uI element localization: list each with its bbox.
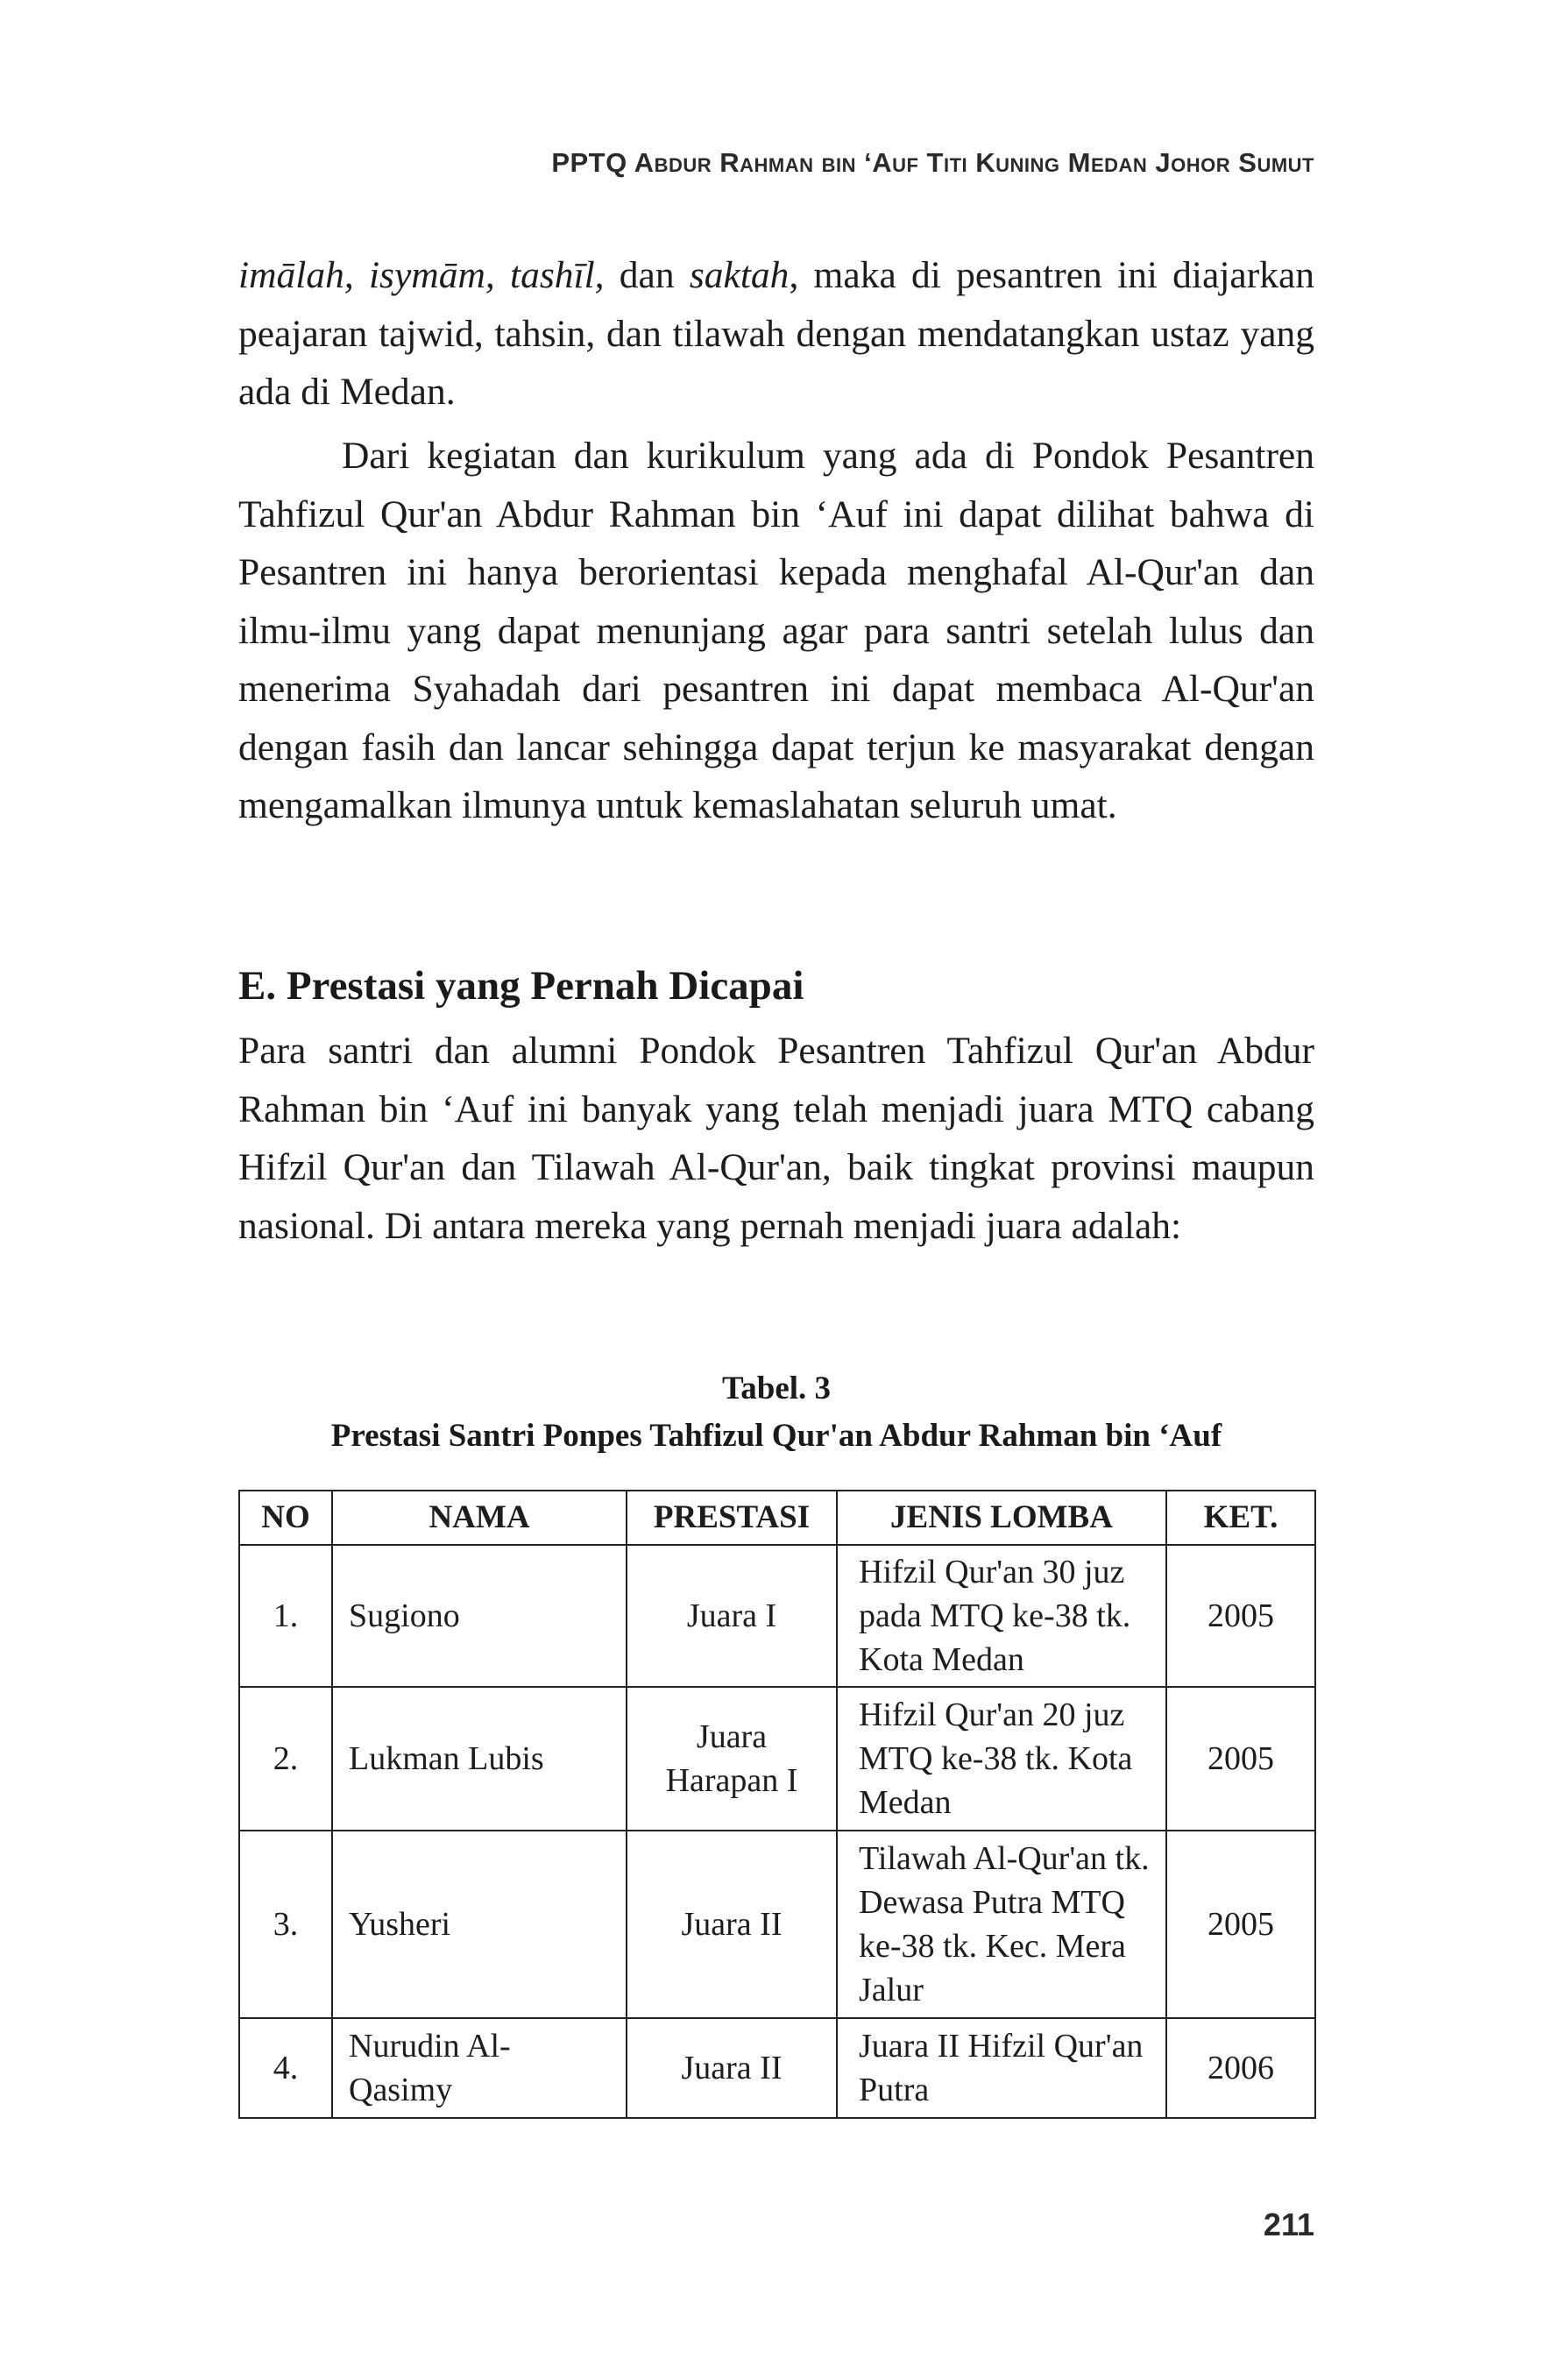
section-heading: E. Prestasi yang Pernah Dicapai [238, 963, 804, 1009]
paragraph-curriculum [238, 427, 1314, 835]
table-row [239, 2018, 1315, 2118]
table-row [239, 1687, 1315, 1831]
table-header-row [239, 1491, 1315, 1545]
cell-no: 1. [239, 1545, 332, 1687]
cell-no: 3. [239, 1831, 332, 2018]
cell-jenis-lomba: Hifzil Qur'an 30 juz pada MTQ ke-38 tk. Kota Medan [837, 1545, 1166, 1687]
header-prestasi: PRESTASI [627, 1491, 837, 1545]
cell-nama: Lukman Lubis [332, 1687, 627, 1831]
header-ket: KET. [1166, 1491, 1315, 1545]
cell-ket: 2005 [1166, 1831, 1315, 2018]
achievements-table [238, 1490, 1316, 2119]
cell-ket: 2005 [1166, 1545, 1315, 1687]
paragraph-text: Dari kegiatan dan kurikulum yang ada di Pondok Pesantren Tahfizul Qur'an Abdur Rahman bin ‘Auf ini dapat dilihat bahwa di Pesantren ini hanya berorientasi kepada menghafal Al-Qur'an dan ilmu-ilmu yang dapat menunjang agar para santri setelah lulus dan menerima Syahadah dari pesantren ini dapat membaca Al-Qur'an dengan fasih dan lancar sehingga dapat terjun ke masyarakat dengan mengamalkan ilmunya untuk kemaslahatan seluruh umat. [238, 435, 1314, 826]
italic-term-saktah: saktah [689, 254, 790, 296]
italic-terms: imālah, isymām, tashīl, [238, 254, 605, 296]
cell-prestasi: Juara Harapan I [627, 1687, 837, 1831]
cell-ket: 2006 [1166, 2018, 1315, 2118]
header-no: NO [239, 1491, 332, 1545]
table-row [239, 1831, 1315, 2018]
table-caption [238, 1365, 1314, 1460]
cell-no: 4. [239, 2018, 332, 2118]
cell-jenis-lomba: Hifzil Qur'an 20 juz MTQ ke-38 tk. Kota Medan [837, 1687, 1166, 1831]
paragraph-achievements [238, 1022, 1314, 1255]
header-jenis-lomba: JENIS LOMBA [837, 1491, 1166, 1545]
cell-prestasi: Juara I [627, 1545, 837, 1687]
cell-nama: Nurudin Al-Qasimy [332, 2018, 627, 2118]
cell-nama: Yusheri [332, 1831, 627, 2018]
text-segment: dan [604, 254, 690, 296]
page-number: 211 [1263, 2206, 1314, 2242]
cell-jenis-lomba: Juara II Hifzil Qur'an Putra [837, 2018, 1166, 2118]
cell-no: 2. [239, 1687, 332, 1831]
cell-ket: 2005 [1166, 1687, 1315, 1831]
table-row [239, 1545, 1315, 1687]
cell-nama: Sugiono [332, 1545, 627, 1687]
cell-prestasi: Juara II [627, 2018, 837, 2118]
table-number: Tabel. 3 [721, 1371, 832, 1406]
running-header: PPTQ Abdur Rahman bin ‘Auf Titi Kuning Medan Johor Sumut [551, 147, 1314, 178]
text-segment: , maka di pesantren ini diajarkan peajaran tajwid, tahsin, dan tilawah dengan mendatangkan ustaz yang ada di Medan. [238, 254, 1315, 413]
cell-jenis-lomba: Tilawah Al-Qur'an tk. Dewasa Putra MTQ ke-38 tk. Kec. Mera Jalur [837, 1831, 1166, 2018]
paragraph-continued [238, 246, 1314, 421]
cell-prestasi: Juara II [627, 1831, 837, 2018]
header-nama: NAMA [332, 1491, 627, 1545]
table-title: Prestasi Santri Ponpes Tahfizul Qur'an Abdur Rahman bin ‘Auf [330, 1418, 1222, 1454]
paragraph-text: Para santri dan alumni Pondok Pesantren Tahfizul Qur'an Abdur Rahman bin ‘Auf ini banyak yang telah menjadi juara MTQ cabang Hifzil Qur'an dan Tilawah Al-Qur'an, baik tingkat provinsi maupun nasional. Di antara mereka yang pernah menjadi juara adalah: [238, 1030, 1314, 1247]
